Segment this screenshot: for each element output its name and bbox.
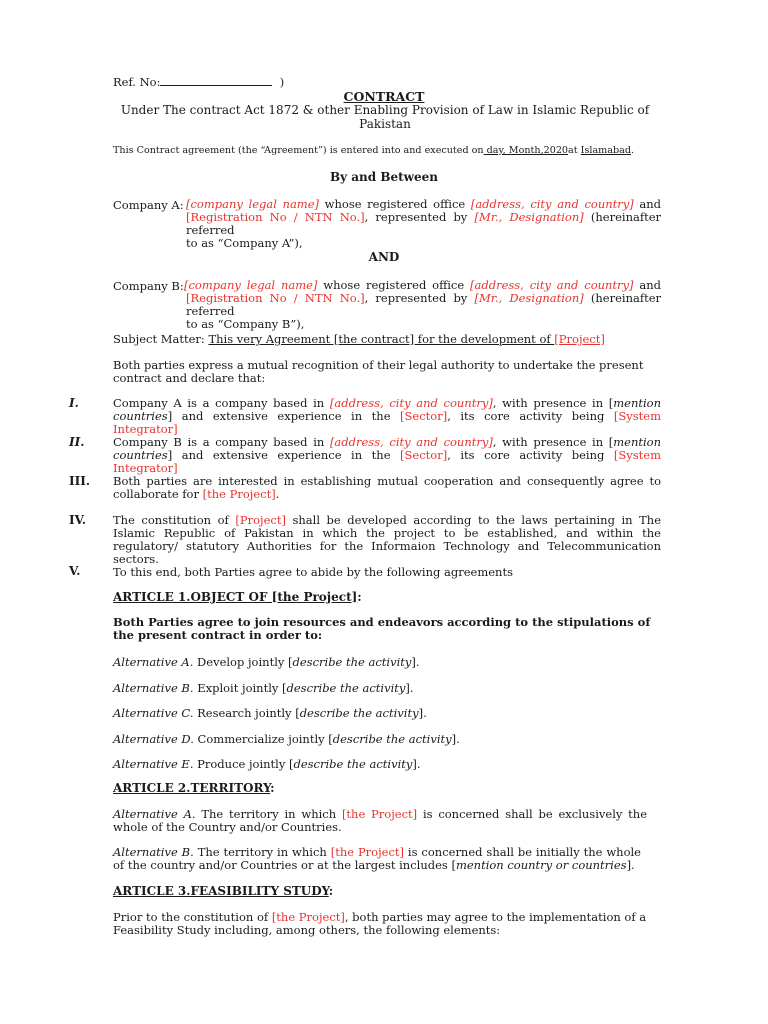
clause-i-t2: , with presence in [ (492, 396, 614, 410)
alt-a-label: Alternative A. (113, 655, 194, 669)
territory-alt-b-t3: ]. (626, 858, 635, 872)
territory-alt-a-t2: is concerned shall be exclusively the whole of the Country and/or Countries. (113, 807, 648, 834)
clause-i-text (113, 397, 661, 436)
article-2-title: ARTICLE 2.TERRITORY (113, 781, 271, 795)
alt-b-label: Alternative B. (113, 681, 194, 695)
and-heading: AND (368, 250, 400, 264)
clause-v-numeral: V. (69, 564, 81, 578)
intro-text: This Contract agreement (the “Agreement”) is entered into and executed on (113, 145, 484, 156)
clause-i-t1: Company A is a company based in (113, 396, 330, 410)
alt-d-label: Alternative D. (113, 732, 194, 746)
alt-e-label: Alternative E. (113, 757, 194, 771)
company-b-line3: to as “Company B”), (186, 317, 305, 331)
company-b-line2 (184, 292, 661, 318)
company-b-reg: [Registration No / NTN No.] (186, 291, 365, 305)
article-3-project: [the Project] (271, 910, 345, 924)
clause-i-mention: mention countries (113, 396, 661, 423)
recognition-paragraph: Both parties express a mutual recognition of their legal authority to undertake the present contract and declare that: (113, 358, 644, 385)
clause-iv-t1: The constitution of (113, 513, 236, 527)
article-2-colon: : (270, 781, 275, 795)
company-b-name: [company legal name] (184, 278, 318, 292)
territory-alt-b-label: Alternative B. (113, 845, 194, 859)
company-a-address: [address, city and country] (470, 197, 634, 211)
clause-ii-text (113, 436, 661, 475)
alternative-d (113, 732, 460, 746)
clause-i-address: [address, city and country] (329, 396, 493, 410)
alt-a-end: ]. (411, 655, 420, 669)
page-title: CONTRACT (343, 89, 425, 104)
company-b-text1: whose registered office (317, 278, 471, 292)
territory-alt-b-t1: The territory in which (193, 845, 331, 859)
article-1-title: ARTICLE 1.OBJECT OF [the Project] (113, 590, 358, 604)
clause-ii-t3: ] and extensive experience in the (167, 448, 401, 462)
company-a-text2: and (633, 197, 662, 211)
territory-alt-b-mention: mention country or countries (455, 858, 627, 872)
clause-iv-t2: shall be developed according to the laws pertaining in The Islamic Republic of Pakistan in which the project to be established, and within the regulatory/ statutory Authorities for the Informaion Technology and Telecommunication sectors. (113, 513, 661, 566)
alternative-c (113, 706, 427, 720)
company-a-block (186, 198, 661, 250)
alternative-b (113, 681, 414, 695)
clause-i-t3: ] and extensive experience in the (167, 409, 401, 423)
company-a-name: [company legal name] (186, 197, 320, 211)
clause-iii-text (113, 475, 661, 501)
clause-iii-t1: Both parties are interested in establishing mutual cooperation and consequently agree to collaborate for (113, 474, 661, 501)
clause-ii-sector: [Sector] (400, 448, 448, 462)
intro-place: Islamabad (580, 145, 631, 156)
intro-end: . (631, 145, 635, 156)
alternative-e (113, 757, 421, 771)
territory-alt-a-t1: The territory in which (195, 807, 342, 821)
clause-ii-address: [address, city and country] (329, 435, 493, 449)
subject-project: [Project] (554, 332, 605, 346)
clause-ii-role: [System Integrator] (113, 448, 662, 475)
clause-iv-project: [Project] (235, 513, 286, 527)
alternative-a (113, 655, 420, 669)
alt-e-desc: describe the activity (293, 757, 413, 771)
company-a-reg: [Registration No / NTN No.] (186, 210, 365, 224)
company-a-label: Company A: (113, 198, 184, 212)
article-2-alt-b (113, 846, 641, 872)
clause-iii-numeral: III. (69, 474, 91, 488)
page-subtitle: Under The contract Act 1872 & other Enabling Provision of Law in Islamic Republic of Pakistan (120, 103, 650, 131)
subject-text: This very Agreement [the contract] for the development of (208, 332, 555, 346)
ref-blank (160, 75, 272, 86)
alt-c-end: ]. (418, 706, 427, 720)
clause-i-numeral: I. (69, 396, 79, 410)
article-3-t2: , both parties may agree to the implementation of a Feasibility Study including, among others, the following elements: (113, 910, 647, 937)
clause-ii-numeral: II. (69, 435, 85, 449)
company-a-line2 (186, 211, 661, 237)
clause-iv-numeral: IV. (69, 513, 87, 527)
company-b-block (184, 279, 661, 331)
intro-date: day, Month,2020 (483, 145, 569, 156)
clause-ii-t1: Company B is a company based in (113, 435, 330, 449)
article-3-paragraph (113, 911, 661, 937)
company-b-text3: , represented by (364, 291, 475, 305)
company-b-text4: (hereinafter referred (186, 291, 662, 318)
alt-b-end: ]. (405, 681, 414, 695)
company-b-address: [address, city and country] (470, 278, 634, 292)
alt-c-text: Research jointly [ (193, 706, 300, 720)
alt-b-desc: describe the activity (286, 681, 406, 695)
alt-d-text: Commercialize jointly [ (193, 732, 333, 746)
territory-alt-b-project: [the Project] (330, 845, 405, 859)
company-b-rep: [Mr., Designation] (474, 291, 584, 305)
company-b-label: Company B: (113, 279, 184, 293)
article-1-colon: : (357, 590, 362, 604)
article-3-t1: Prior to the constitution of (113, 910, 272, 924)
alt-a-text: Develop jointly [ (193, 655, 293, 669)
article-2-alt-a (113, 808, 647, 834)
article-3-colon: : (328, 884, 334, 898)
company-a-line3: to as “Company A”), (186, 236, 303, 250)
clause-ii-t2: , with presence in [ (492, 435, 614, 449)
alt-e-end: ]. (412, 757, 421, 771)
clause-i-role: [System Integrator] (113, 409, 662, 436)
article-1-heading (113, 590, 362, 604)
ref-line (113, 75, 284, 89)
by-between-heading: By and Between (329, 170, 438, 184)
clause-ii-mention: mention countries (113, 435, 661, 462)
territory-alt-a-label: Alternative A. (113, 807, 196, 821)
alt-d-end: ]. (451, 732, 460, 746)
subject-matter (113, 332, 605, 346)
article-3-heading (113, 884, 333, 898)
alt-b-text: Exploit jointly [ (193, 681, 287, 695)
alt-a-desc: describe the activity (292, 655, 412, 669)
subject-label: Subject Matter: (113, 332, 209, 346)
clause-ii-t4: , its core activity being (447, 448, 614, 462)
ref-tail: ) (279, 75, 285, 89)
ref-label: Ref. No: (113, 75, 161, 89)
clause-iii-project: [the Project] (202, 487, 276, 501)
intro-line (113, 145, 634, 156)
company-a-text1: whose registered office (319, 197, 471, 211)
clause-iv-text (113, 514, 661, 566)
clause-i-t4: , its core activity being (447, 409, 614, 423)
territory-alt-b-t2: is concerned shall be initially the whole of the country and/or Countries or at the largest includes [ (113, 845, 641, 872)
clause-iii-t2: . (275, 487, 280, 501)
alt-e-text: Produce jointly [ (193, 757, 294, 771)
alt-c-label: Alternative C. (113, 706, 194, 720)
article-1-lead: Both Parties agree to join resources and endeavors according to the stipulations of the present contract in order to: (113, 615, 651, 642)
company-a-text3: , represented by (364, 210, 475, 224)
article-2-heading (113, 781, 275, 795)
alt-d-desc: describe the activity (332, 732, 452, 746)
territory-alt-a-project: [the Project] (341, 807, 418, 821)
company-a-text4: (hereinafter referred (186, 210, 662, 237)
clause-v-text: To this end, both Parties agree to abide by the following agreements (113, 565, 513, 579)
article-3-title: ARTICLE 3.FEASIBILITY STUDY (113, 884, 329, 898)
company-b-text2: and (633, 278, 662, 292)
clause-i-sector: [Sector] (400, 409, 448, 423)
company-a-rep: [Mr., Designation] (474, 210, 584, 224)
intro-at: at (568, 145, 581, 156)
alt-c-desc: describe the activity (299, 706, 419, 720)
